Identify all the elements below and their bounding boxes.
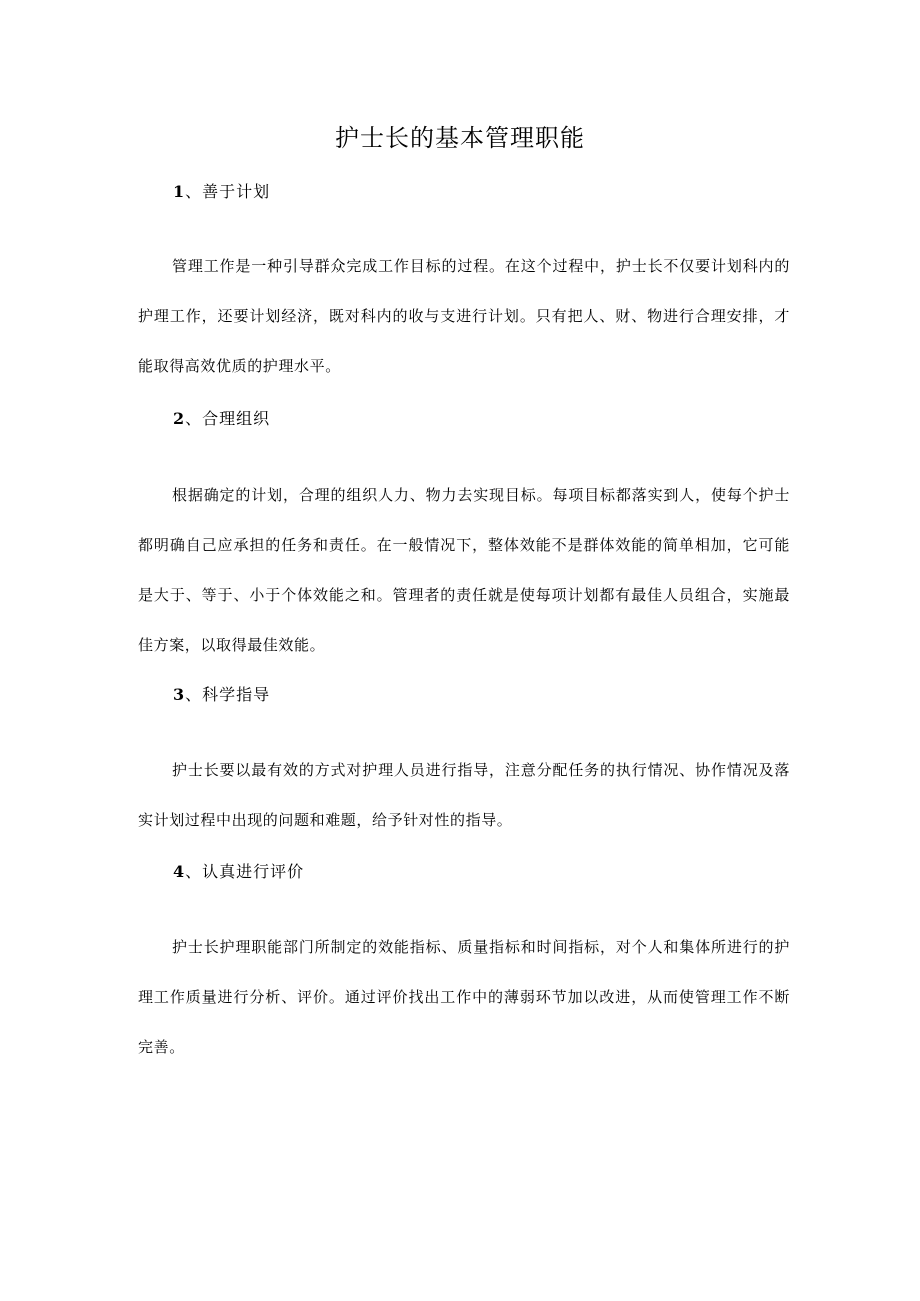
section-paragraph-1: 管理工作是一种引导群众完成工作目标的过程。在这个过程中，护士长不仅要计划科内的护理工作，还要计划经济，既对科内的收与支进行计划。只有把人、财、物进行合理安排，才能取得高效优质的护理水平。 — [138, 257, 790, 375]
section-number: 4 — [173, 862, 186, 881]
section-paragraph-2: 根据确定的计划，合理的组织人力、物力去实现目标。每项目标都落实到人，使每个护士都明确自己应承担的任务和责任。在一般情况下，整体效能不是群体效能的简单相加，它可能是大于、等于、小于个体效能之和。管理者的责任就是使每项计划都有最佳人员组合，实施最佳方案，以取得最佳效能。 — [138, 486, 790, 654]
section-number: 3 — [173, 685, 186, 704]
section-number: 1 — [173, 182, 186, 201]
section-heading-2 — [173, 408, 270, 430]
section-heading-text: 、认真进行评价 — [185, 862, 305, 881]
section-paragraph-3: 护士长要以最有效的方式对护理人员进行指导，注意分配任务的执行情况、协作情况及落实计划过程中出现的问题和难题，给予针对性的指导。 — [138, 761, 790, 829]
section-heading-text: 、善于计划 — [185, 182, 271, 201]
section-heading-3 — [173, 684, 270, 706]
section-heading-text: 、合理组织 — [185, 409, 271, 428]
document-title: 护士长的基本管理职能 — [335, 124, 585, 152]
section-number: 2 — [173, 409, 186, 428]
section-heading-4 — [173, 861, 304, 883]
section-paragraph-4: 护士长护理职能部门所制定的效能指标、质量指标和时间指标，对个人和集体所进行的护理工作质量进行分析、评价。通过评价找出工作中的薄弱环节加以改进，从而使管理工作不断完善。 — [138, 938, 790, 1056]
section-heading-text: 、科学指导 — [185, 685, 271, 704]
section-heading-1 — [173, 181, 270, 203]
